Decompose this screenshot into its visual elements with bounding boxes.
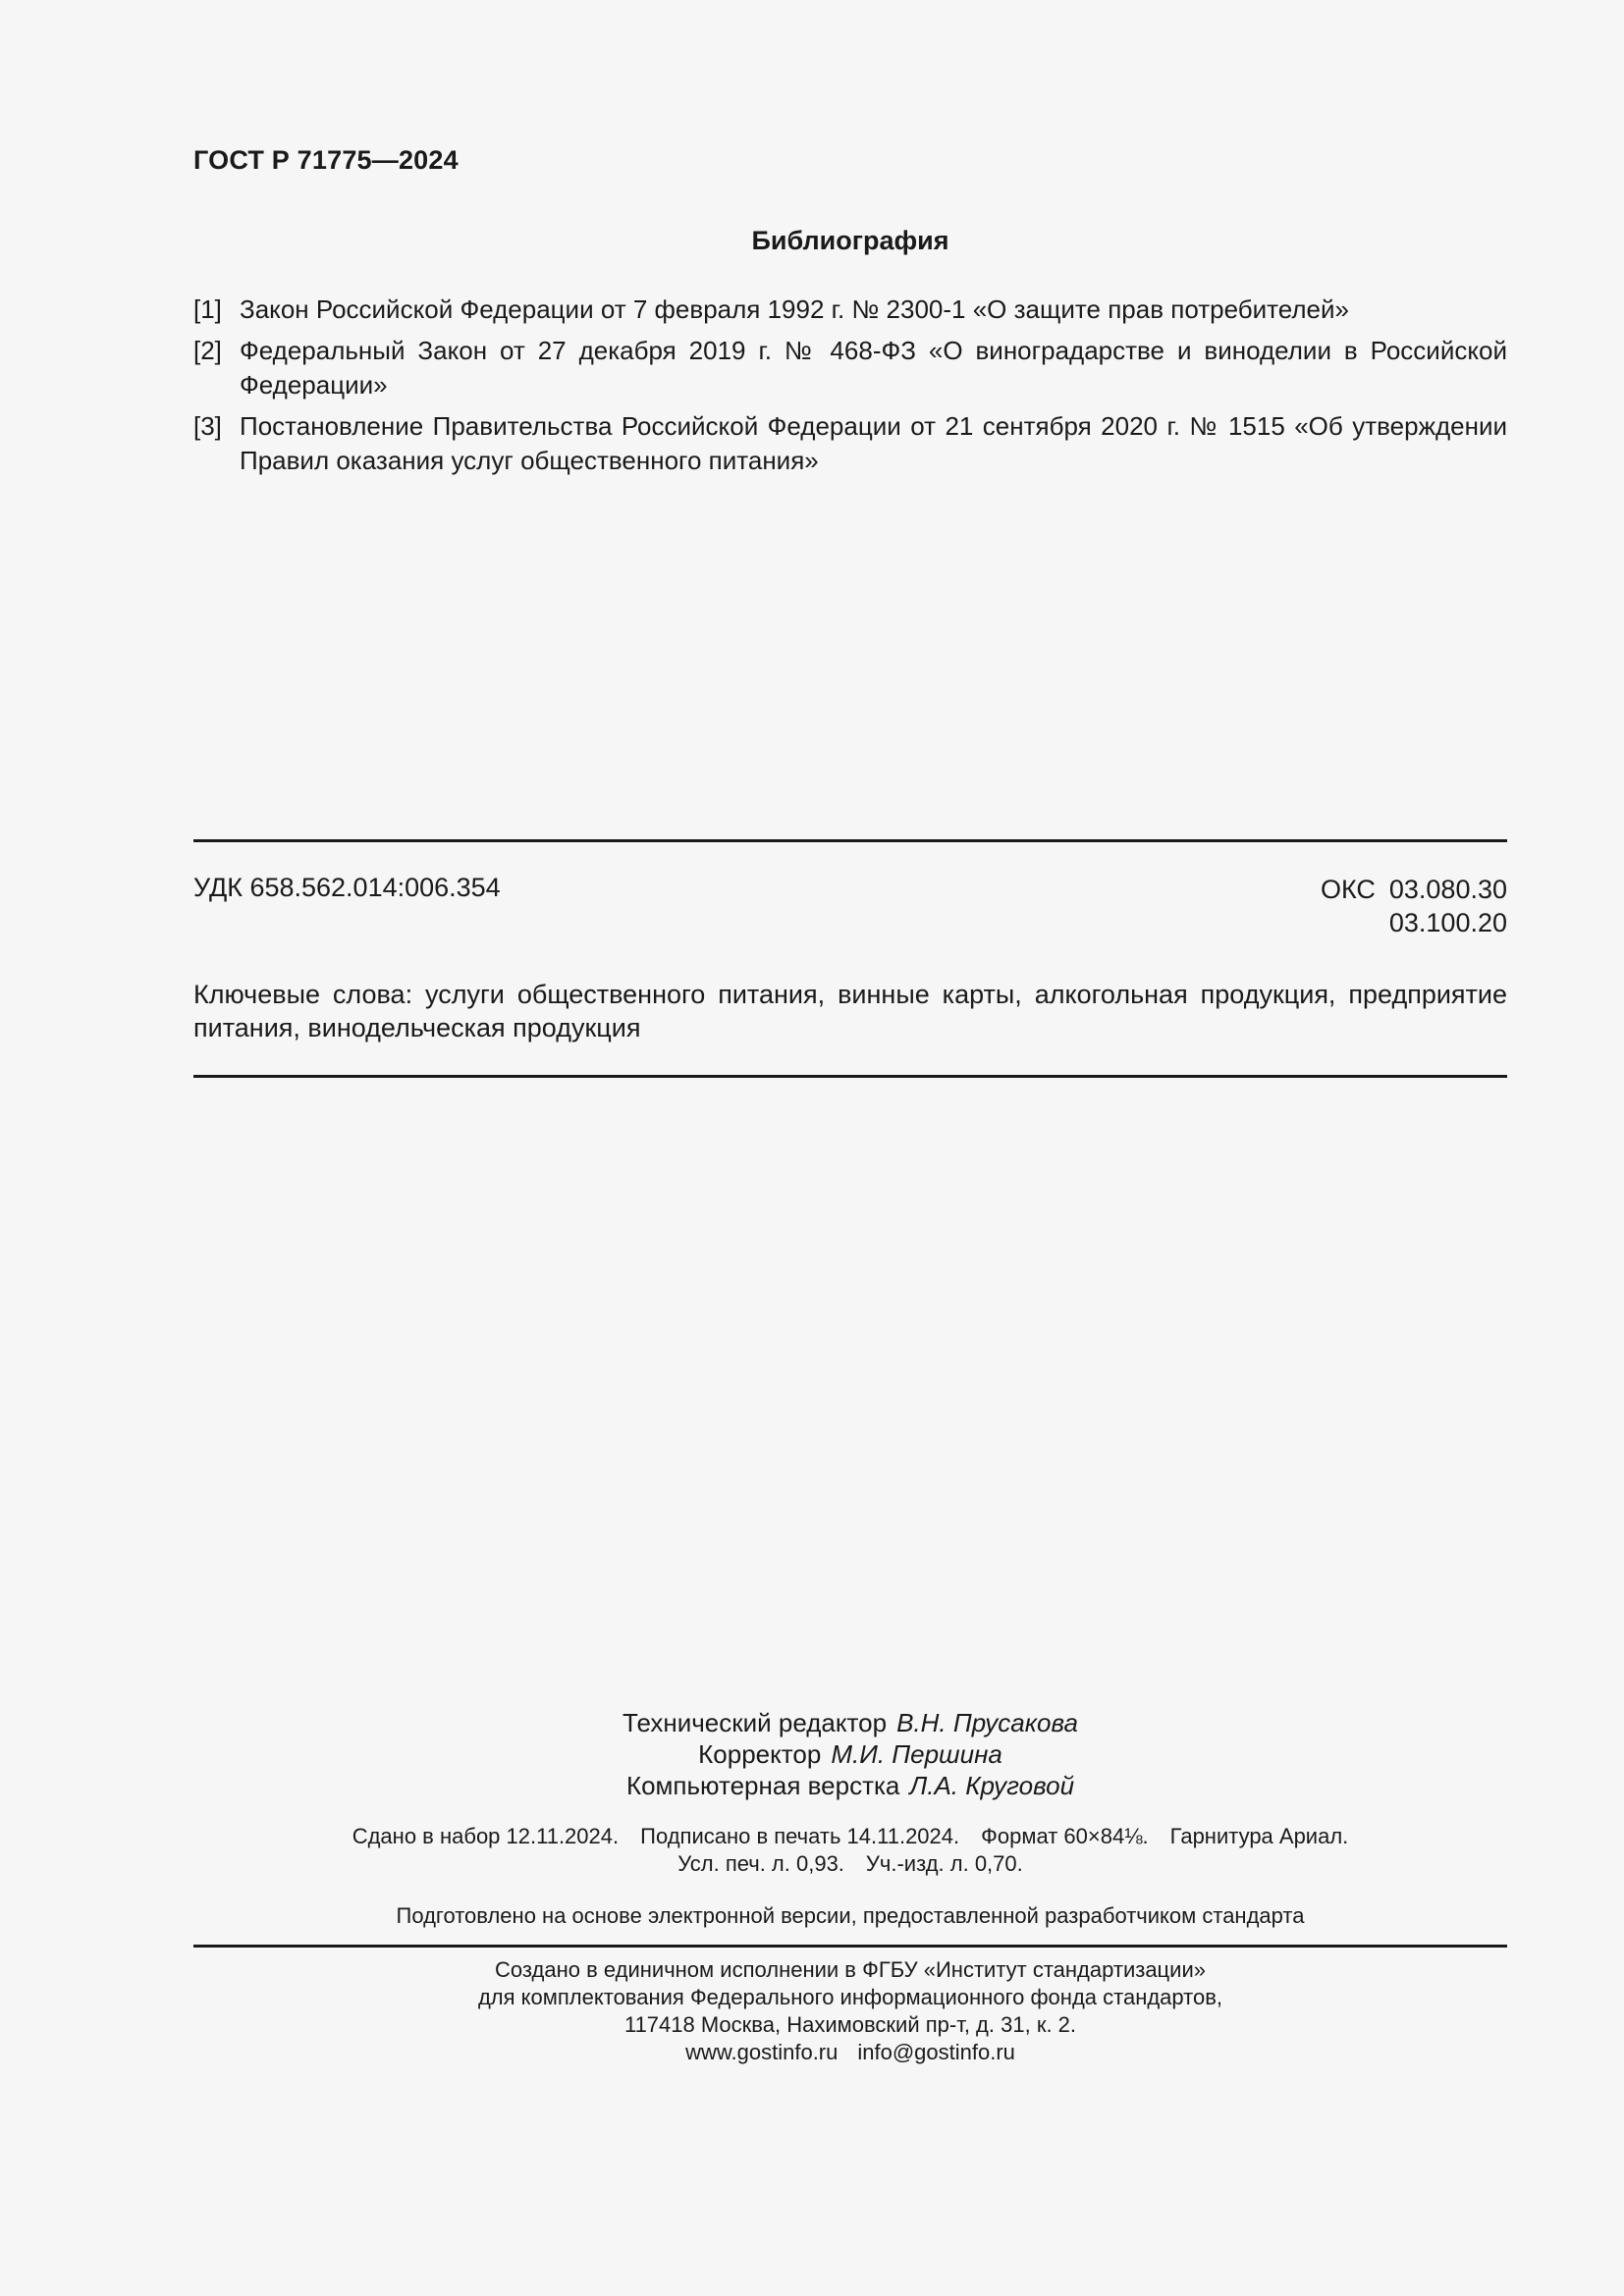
bibliography-item-text: Постановление Правительства Российской Федерации от 21 сентября 2020 г. № 1515 «Об утверждении Правил оказания услуг общественного питания» <box>240 411 1507 475</box>
typeset-date: Сдано в набор 12.11.2024. <box>352 1824 620 1848</box>
credit-role: Технический редактор <box>623 1708 888 1737</box>
credit-name: В.Н. Прусакова <box>896 1708 1078 1737</box>
bibliography-item <box>193 293 1507 327</box>
top-divider <box>193 839 1507 842</box>
publication-info <box>193 1823 1507 1878</box>
bibliography-item-number: [1] <box>193 294 222 324</box>
signed-date: Подписано в печать 14.11.2024. <box>640 1824 960 1848</box>
footer-links <box>193 2039 1507 2066</box>
oks-block <box>1321 873 1507 939</box>
prepared-note: Подготовлено на основе электронной версии, предоставленной разработчиком стандарта <box>396 1903 1305 1928</box>
credit-line <box>193 1770 1507 1801</box>
bibliography-item <box>193 409 1507 478</box>
print-format: Формат 60×84⅛. <box>981 1824 1149 1848</box>
bibliography-item-number: [2] <box>193 336 222 365</box>
credit-line <box>193 1738 1507 1770</box>
bibliography-title: Библиография <box>751 226 949 255</box>
bottom-divider <box>193 1075 1507 1078</box>
footer-line: для комплектования Федерального информационного фонда стандартов, <box>477 1985 1223 2009</box>
footer-line: 117418 Москва, Нахимовский пр-т, д. 31, к. 2. <box>623 2012 1077 2037</box>
bibliography-list <box>193 293 1507 485</box>
oks-code: 03.100.20 <box>1388 908 1507 937</box>
document-code: ГОСТ Р 71775—2024 <box>193 145 459 175</box>
publication-line <box>193 1823 1507 1850</box>
print-sheets: Усл. печ. л. 0,93. <box>677 1851 844 1876</box>
oks-label: ОКС <box>1320 875 1376 904</box>
credits-block <box>193 1707 1507 1801</box>
bibliography-item <box>193 334 1507 402</box>
credit-name: Л.А. Круговой <box>909 1771 1075 1800</box>
publisher-sheets: Уч.-изд. л. 0,70. <box>865 1851 1023 1876</box>
oks-codes <box>1389 873 1507 939</box>
credit-line <box>193 1707 1507 1738</box>
website-link[interactable]: www.gostinfo.ru <box>685 2040 839 2064</box>
keywords: Ключевые слова: услуги общественного питания, винные карты, алкогольная продукция, предприятие питания, винодельческая продукция <box>193 980 1507 1042</box>
bibliography-item-text: Федеральный Закон от 27 декабря 2019 г. № 468-ФЗ «О виноградарстве и виноделии в Российской Федерации» <box>240 336 1507 400</box>
credit-role: Компьютерная верстка <box>625 1771 900 1800</box>
oks-code: 03.080.30 <box>1388 875 1507 904</box>
credit-role: Корректор <box>698 1739 822 1769</box>
publication-line <box>193 1850 1507 1878</box>
bibliography-item-text: Закон Российской Федерации от 7 февраля 1992 г. № 2300-1 «О защите прав потребителей» <box>240 294 1349 324</box>
footer-divider <box>193 1945 1507 1948</box>
footer-line: Создано в единичном исполнении в ФГБУ «Институт стандартизации» <box>495 1957 1206 1982</box>
footer <box>193 1956 1507 2066</box>
typeface: Гарнитура Ариал. <box>1169 1824 1349 1848</box>
credit-name: М.И. Першина <box>831 1739 1002 1769</box>
udk-code: УДК 658.562.014:006.354 <box>193 873 501 902</box>
email-link[interactable]: info@gostinfo.ru <box>857 2040 1015 2064</box>
bibliography-item-number: [3] <box>193 411 222 441</box>
